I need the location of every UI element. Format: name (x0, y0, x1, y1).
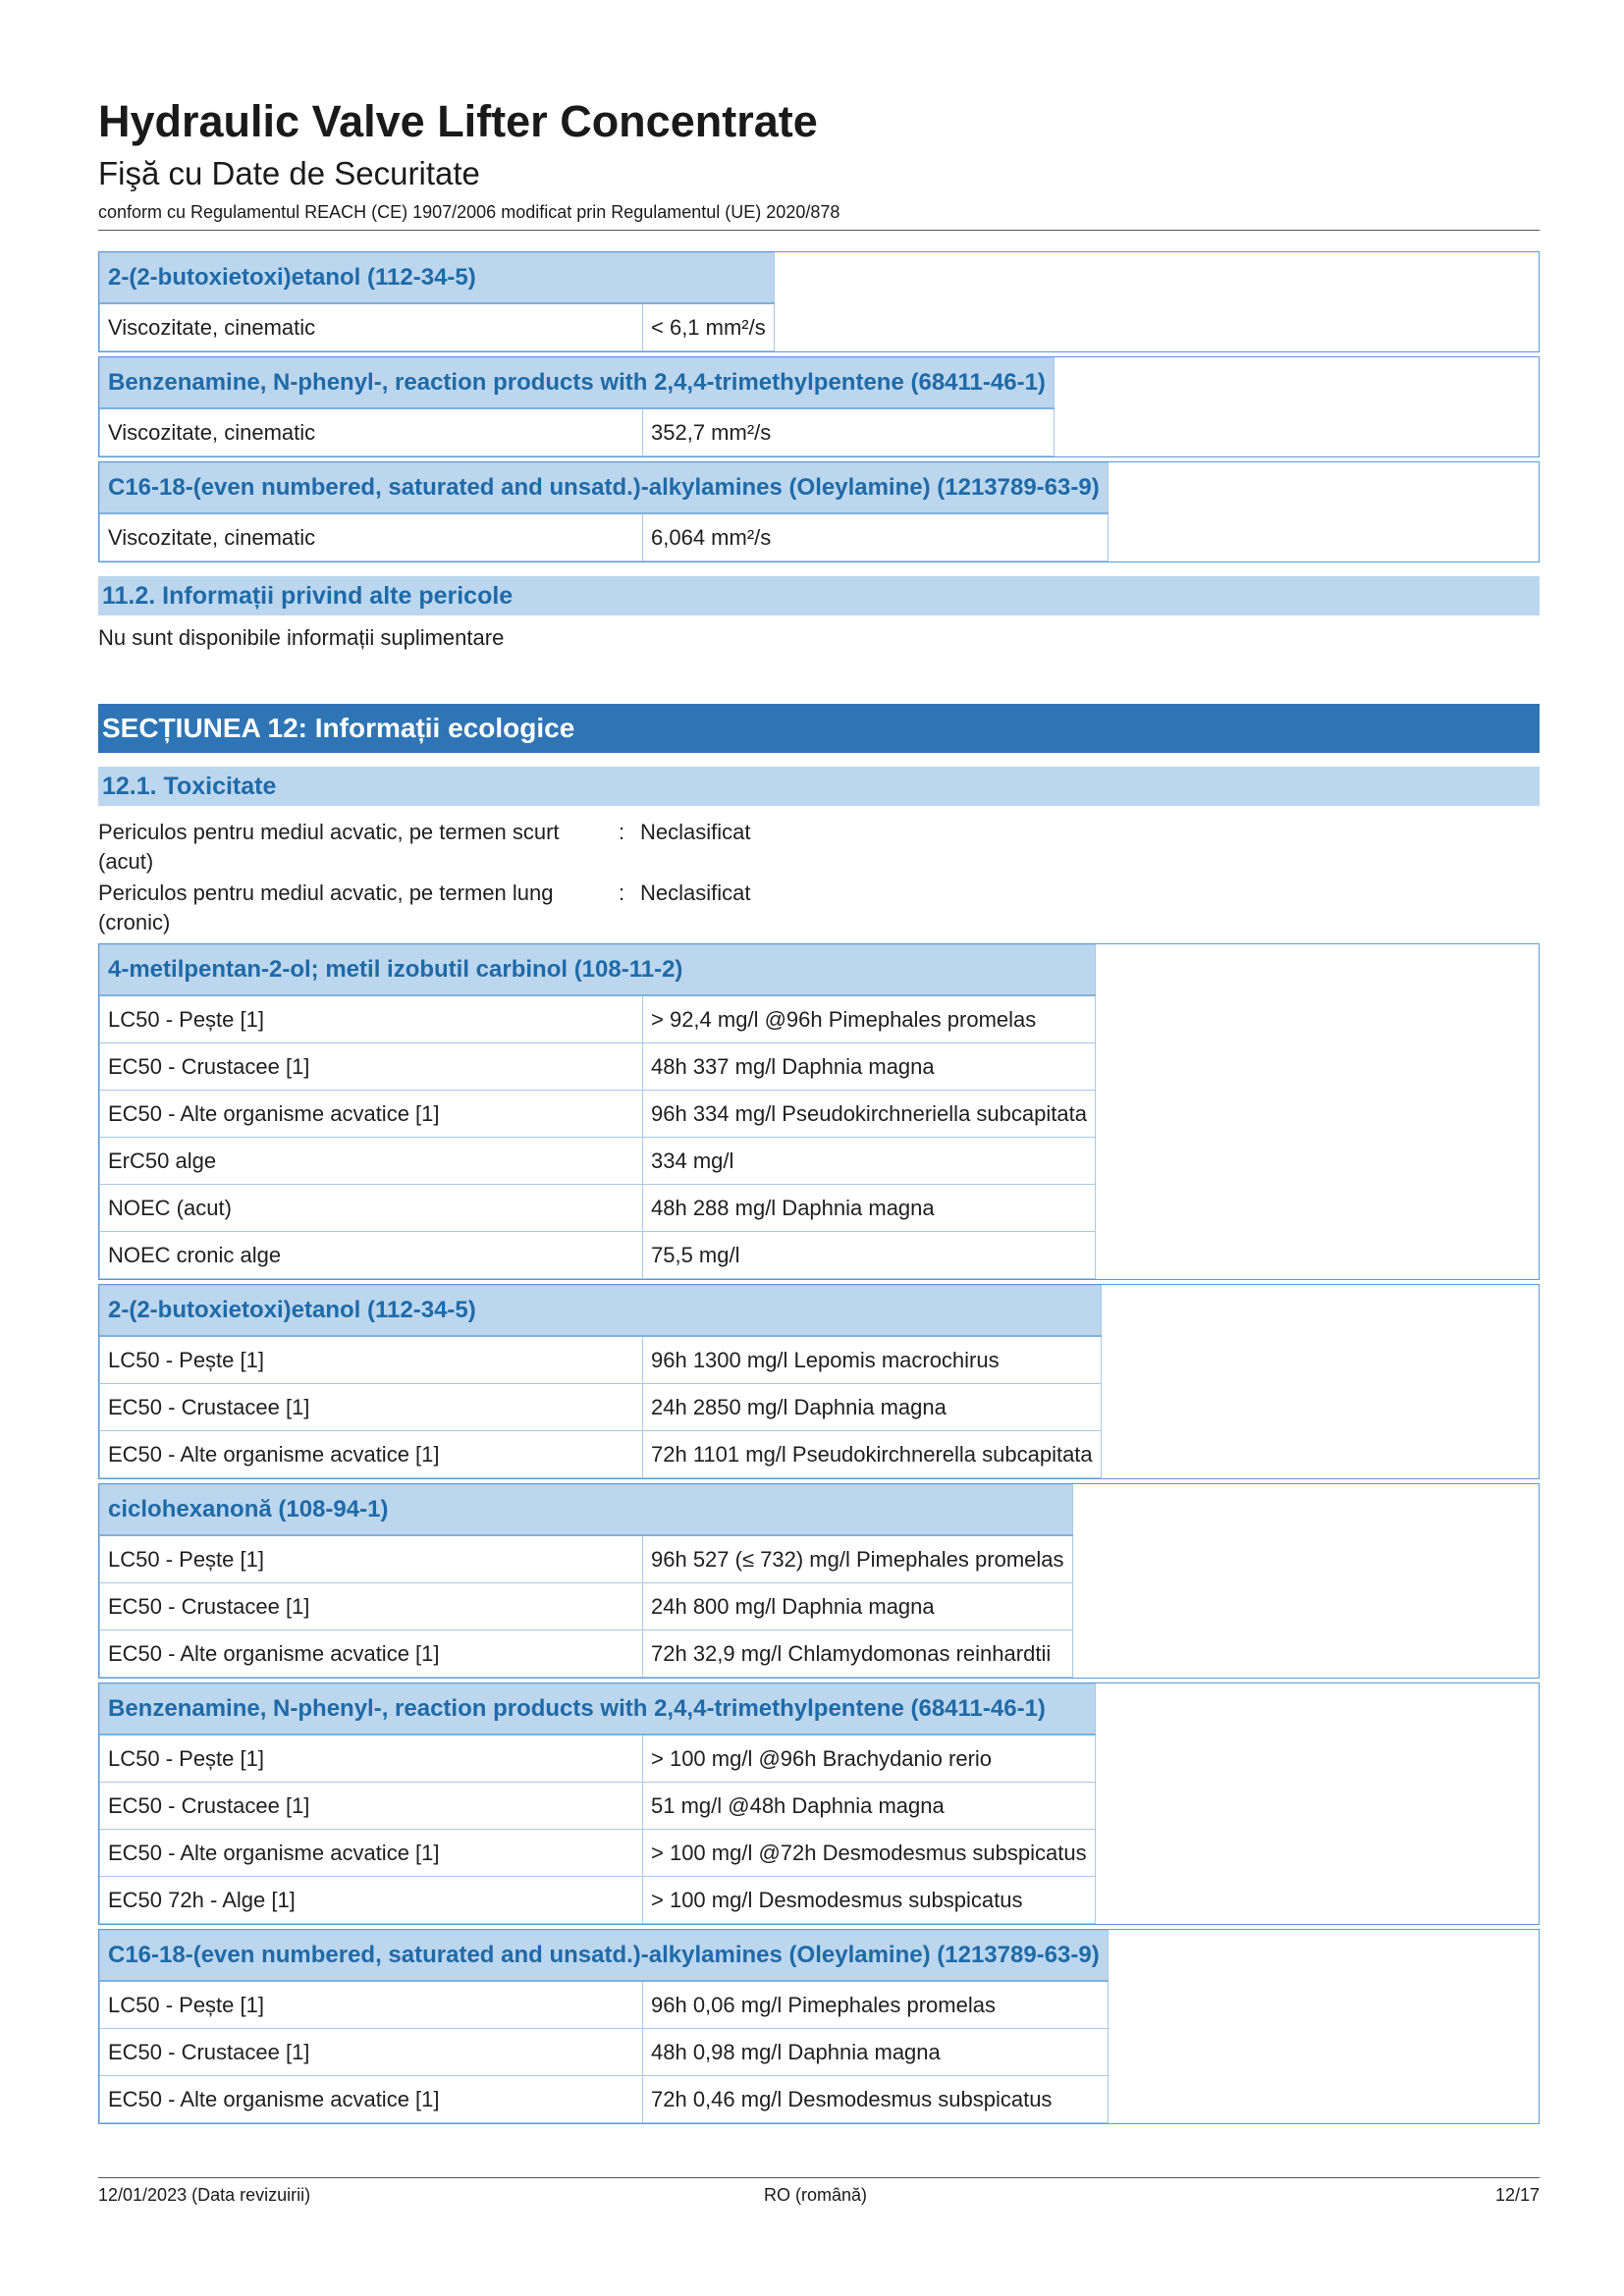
document-title: Hydraulic Valve Lifter Concentrate (98, 96, 818, 146)
property-value: > 100 mg/l @72h Desmodesmus subspicatus (643, 1830, 1096, 1877)
regulation-note: conform cu Regulamentul REACH (CE) 1907/2006 modificat prin Regulamentul (UE) 2020/878 (98, 202, 840, 222)
table-row (100, 1830, 1096, 1877)
substance-name: ciclohexanonă (108-94-1) (100, 1485, 1073, 1536)
property-label: Viscozitate, cinematic (100, 408, 643, 456)
property-value: > 92,4 mg/l @96h Pimephales promelas (643, 995, 1096, 1043)
table-row (100, 995, 1096, 1043)
substance-table (98, 943, 1540, 1280)
property-value: 51 mg/l @48h Daphnia magna (643, 1783, 1096, 1830)
property-value: 48h 288 mg/l Daphnia magna (643, 1185, 1096, 1232)
substance-name: C16-18-(even numbered, saturated and unsatd.)-alkylamines (Oleylamine) (1213789-63-9) (100, 1931, 1109, 1982)
table-row (100, 1630, 1073, 1678)
property-value: > 100 mg/l @96h Brachydanio rerio (643, 1735, 1096, 1783)
hazard-label: Periculos pentru mediul acvatic, pe termen lung (98, 881, 554, 905)
property-value: 96h 0,06 mg/l Pimephales promelas (643, 1981, 1109, 2029)
property-label: ErC50 alge (100, 1138, 643, 1185)
section-12-title: SECȚIUNEA 12: Informații ecologice (98, 704, 1540, 753)
hazard-label-cont: (acut) (98, 849, 154, 874)
property-value: 72h 0,46 mg/l Desmodesmus subspicatus (643, 2076, 1109, 2123)
toxicity-tables (98, 943, 1540, 2124)
property-label: LC50 - Pește [1] (100, 1336, 643, 1384)
table-row (100, 1091, 1096, 1138)
property-label: EC50 - Alte organisme acvatice [1] (100, 1630, 643, 1678)
substance-table (98, 1284, 1540, 1479)
substance-name: 2-(2-butoxietoxi)etanol (112-34-5) (100, 253, 775, 304)
property-value: 96h 1300 mg/l Lepomis macrochirus (643, 1336, 1102, 1384)
table-row (100, 1232, 1096, 1279)
table-row (100, 2029, 1109, 2076)
property-label: LC50 - Pește [1] (100, 1981, 643, 2029)
substance-name: C16-18-(even numbered, saturated and unsatd.)-alkylamines (Oleylamine) (1213789-63-9) (100, 463, 1109, 514)
property-label: EC50 72h - Alge [1] (100, 1877, 643, 1924)
hazard-label-cont: (cronic) (98, 910, 171, 934)
property-label: EC50 - Crustacee [1] (100, 1583, 643, 1630)
hazard-label: Periculos pentru mediul acvatic, pe termen scurt (98, 820, 560, 844)
table-row (100, 1783, 1096, 1830)
footer-page-number: 12/17 (1494, 2185, 1540, 2205)
table-row (100, 1735, 1096, 1783)
property-value: > 100 mg/l Desmodesmus subspicatus (643, 1877, 1096, 1924)
substance-table (98, 461, 1540, 562)
substance-name: Benzenamine, N-phenyl-, reaction products with 2,4,4-trimethylpentene (68411-46-1) (100, 1684, 1096, 1735)
table-row (100, 1431, 1102, 1478)
table-row (100, 1535, 1073, 1583)
table-row (100, 2076, 1109, 2123)
substance-table (98, 251, 1540, 352)
footer-language: RO (română) (764, 2185, 868, 2205)
property-label: EC50 - Crustacee [1] (100, 1384, 643, 1431)
property-label: Viscozitate, cinematic (100, 513, 643, 561)
substance-name: 2-(2-butoxietoxi)etanol (112-34-5) (100, 1286, 1102, 1337)
footer-revision-date: 12/01/2023 (Data revizuirii) (98, 2185, 311, 2205)
property-label: NOEC (acut) (100, 1185, 643, 1232)
property-value: 334 mg/l (643, 1138, 1096, 1185)
substance-table (98, 356, 1540, 457)
property-value: 48h 337 mg/l Daphnia magna (643, 1043, 1096, 1091)
substance-table (98, 1682, 1540, 1925)
property-label: EC50 - Alte organisme acvatice [1] (100, 1431, 643, 1478)
subsection-12-1-title: 12.1. Toxicitate (98, 767, 1540, 806)
hazard-separator: : (619, 820, 625, 844)
property-label: EC50 - Alte organisme acvatice [1] (100, 2076, 643, 2123)
content-flow (98, 251, 1540, 2124)
document-subtitle: Fişă cu Date de Securitate (98, 155, 480, 191)
substance-table (98, 1929, 1540, 2124)
hazard-value: Neclasificat (640, 820, 751, 844)
table-row (100, 1185, 1096, 1232)
property-value: 72h 32,9 mg/l Chlamydomonas reinhardtii (643, 1630, 1073, 1678)
table-row (100, 1583, 1073, 1630)
property-value: 48h 0,98 mg/l Daphnia magna (643, 2029, 1109, 2076)
property-value: 24h 800 mg/l Daphnia magna (643, 1583, 1073, 1630)
viscosity-tables (98, 251, 1540, 562)
header-divider (98, 230, 1540, 231)
table-row (100, 1138, 1096, 1185)
property-value: 96h 334 mg/l Pseudokirchneriella subcapitata (643, 1091, 1096, 1138)
footer-divider (98, 2177, 1540, 2178)
property-value: 24h 2850 mg/l Daphnia magna (643, 1384, 1102, 1431)
property-label: EC50 - Crustacee [1] (100, 1043, 643, 1091)
substance-name: Benzenamine, N-phenyl-, reaction products with 2,4,4-trimethylpentene (68411-46-1) (100, 358, 1055, 409)
property-label: NOEC cronic alge (100, 1232, 643, 1279)
property-label: EC50 - Alte organisme acvatice [1] (100, 1830, 643, 1877)
table-row (100, 1336, 1102, 1384)
table-row (100, 408, 1055, 456)
property-label: EC50 - Alte organisme acvatice [1] (100, 1091, 643, 1138)
substance-name: 4-metilpentan-2-ol; metil izobutil carbinol (108-11-2) (100, 945, 1096, 996)
property-label: EC50 - Crustacee [1] (100, 1783, 643, 1830)
hazard-separator: : (619, 881, 625, 905)
property-label: LC50 - Pește [1] (100, 995, 643, 1043)
property-label: Viscozitate, cinematic (100, 303, 643, 351)
property-value: 96h 527 (≤ 732) mg/l Pimephales promelas (643, 1535, 1073, 1583)
table-row (100, 303, 775, 351)
property-label: LC50 - Pește [1] (100, 1735, 643, 1783)
table-row (100, 1981, 1109, 2029)
property-value: 75,5 mg/l (643, 1232, 1096, 1279)
table-row (100, 1384, 1102, 1431)
property-value: 352,7 mm²/s (643, 408, 1055, 456)
table-row (100, 1877, 1096, 1924)
property-value: < 6,1 mm²/s (643, 303, 775, 351)
property-label: LC50 - Pește [1] (100, 1535, 643, 1583)
hazard-row-acute (98, 818, 1540, 877)
table-row (100, 1043, 1096, 1091)
subsection-11-2-text: Nu sunt disponibile informații suplimentare (98, 625, 505, 650)
table-row (100, 513, 1109, 561)
substance-table (98, 1483, 1540, 1679)
subsection-11-2-title: 11.2. Informații privind alte pericole (98, 576, 1540, 615)
property-value: 6,064 mm²/s (643, 513, 1109, 561)
hazard-value: Neclasificat (640, 881, 751, 905)
hazard-row-chronic (98, 879, 1540, 937)
property-label: EC50 - Crustacee [1] (100, 2029, 643, 2076)
property-value: 72h 1101 mg/l Pseudokirchnerella subcapitata (643, 1431, 1102, 1478)
